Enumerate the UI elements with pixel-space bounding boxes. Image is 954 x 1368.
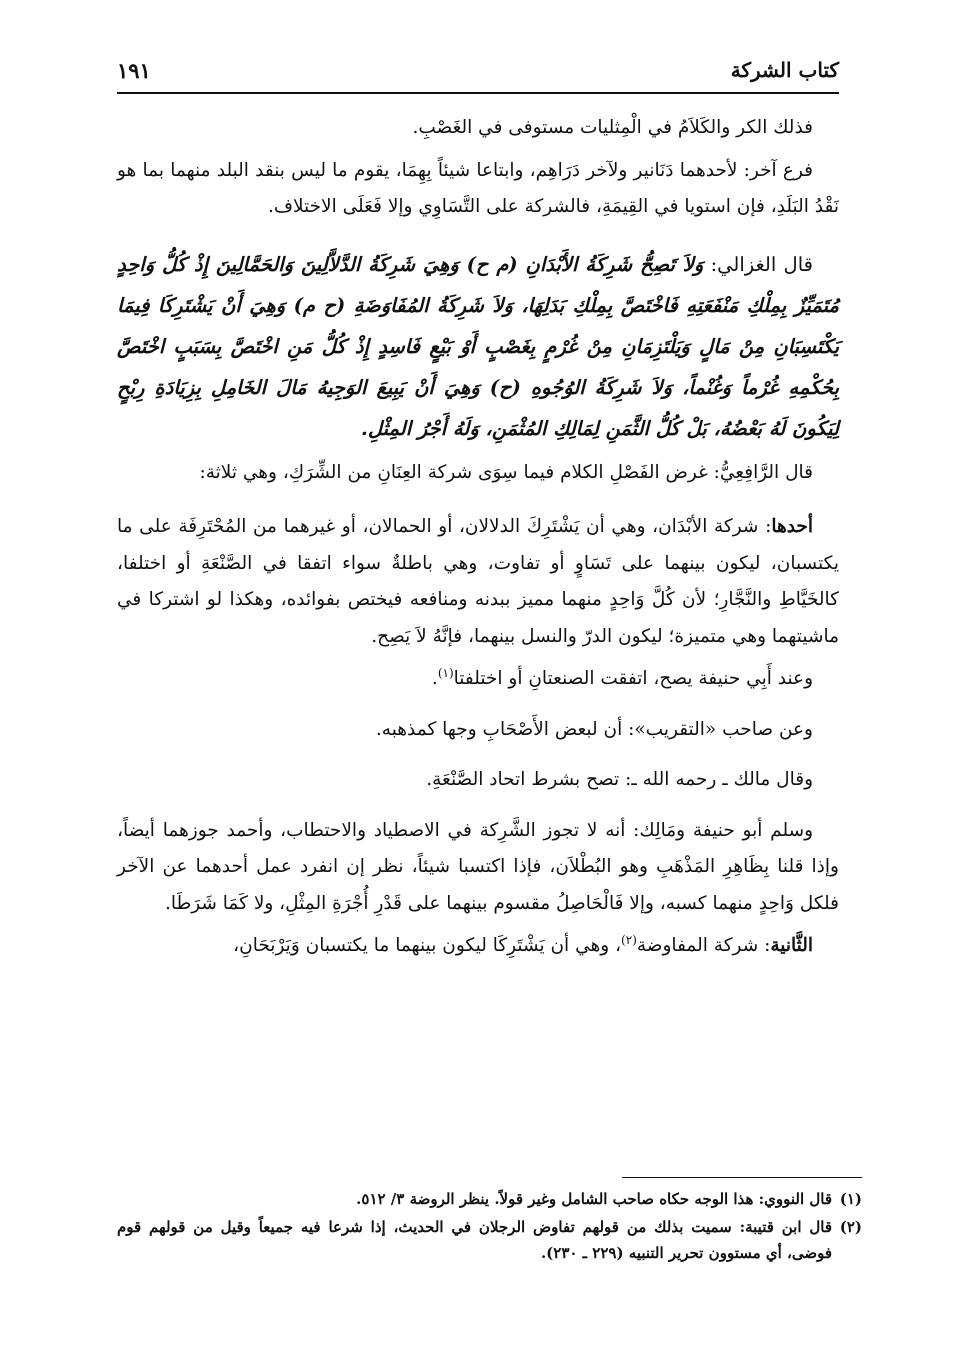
page-header xyxy=(117,52,839,94)
footnote-separator xyxy=(622,1177,862,1178)
footnote-ref-1: (١) xyxy=(437,665,454,680)
taqrib-paragraph: وعن صاحب «التقريب»: أن لبعض الأَصْحَابِ وجها كمذهبه. xyxy=(375,718,813,740)
second-type-paragraph xyxy=(117,928,839,965)
footnote-ref-2: (٢) xyxy=(621,932,637,947)
first-type-paragraph xyxy=(117,509,839,655)
second-type-end: ، وهي أن يَشْتَرِكَا ليكون بينهما ما يكتسبان وَيَرْبَحَانِ، xyxy=(233,935,622,956)
ghazali-intro: قال الغزالي: xyxy=(703,252,813,276)
first-type-text: : شركة الأبْدَان، وهي أن يَشْتَرِكَ الدلالان، أو الحمالان، أو غيرهما من المُحْتَرِفَة على ما يكتسبان، ليكون بينهما على تَسَاوٍ أو تفاوت، وهي باطلةٌ سواء اتفقا في الصَّنْعَةِ أو اختلفا، كالخَيَّاطِ والنَّجَّارِ؛ لأن كُلَّ وَاحِدٍ منهما مميز ببدنه ومنافعه فيختص بفوائده، وهكذا لو اشتركا في ماشيتهما وهي متميزة؛ ليكون الدرّ والنسل بينهما، فإنَّهُ لاَ يَصِح. xyxy=(117,516,839,647)
hunting-paragraph: وسلم أبو حنيفة ومَالِك: أنه لا تجوز الشَّرِكة في الاصطياد والاحتطاب، وأحمد جوزهما أيضاً، وإذا قلنا بِظَاهِرِ المَذْهَبِ وهو البُطْلاَن، فإذا اكتسبا شيئاً، نظر إن انفرد عمل أحدهما عن الآخر فلكل وَاحِدٍ منهما كسبه، وإلا فَالْحَاصِلُ مقسوم بينهما على قَدْرِ أُجْرَةِ المِثْلِ، ولا كَمَا شَرَطَا. xyxy=(117,819,839,914)
footnote-text: قال ابن قتيبة: سميت بذلك من قولهم تفاوض الرجلان في الحديث، إذا شرعا فيه جميعاً وقيل من قولهم قوم فوضى، أي مستوون تحرير التنبيه (٢٢٩ ـ ٢٣٠). xyxy=(117,1218,832,1262)
first-type-lead: أحدها xyxy=(771,516,813,537)
ghazali-quote: وَلاَ تَصِحُّ شَرِكَةُ الأَبْدَانِ (م ح) وَهِيَ شَرِكَةُ الدَّلاَّلِينَ وَالحَمَّالِينَ إِذْ كُلُّ وَاحِدٍ مُتَمَيِّزٌ بِمِلْكِ مَنْفَعَتِهِ فَاخْتَصَّ بِمِلْكِ بَدَلِهَا، وَلاَ شَرِكَةُ المُفَاوَضَةِ (ح م) وَهِيَ أَنْ يَشْتَرِكَا فِيمَا يَكْتَسِبَانِ مِنْ مَالٍ وَيَلْتَزِمَانِ مِنْ غُرْمٍ بِغَصْبٍ أَوْ بَيْعٍ فَاسِدٍ إِذْ كُلُّ مَنِ اخْتَصَّ بِسَبَبٍ اخْتَصَّ بِحُكْمِهِ غُرْماً وَغُنْماً، وَلاَ شَرِكَةُ الوُجُوهِ (ح) وَهِيَ أَنْ يَبِيعَ الوَجِيهُ مَالَ الخَامِلِ بِزِيَادَةِ رِبْحٍ لِيَكُونَ لَهُ بَعْضُهُ، بَلْ كُلُّ الثَّمَنِ لِمَالِكِ المُثْمَنِ، وَلَهُ أَجْرُ المِثْلِ. xyxy=(117,252,839,440)
abu-hanifa-text: وعند أَبِي حنيفة يصح، اتفقت الصنعتانِ أو اختلفتا xyxy=(453,668,813,689)
paragraph-2: فرع آخر: لأحدهما دَنَانير ولآخر دَرَاهِم، وابتاعا شيئاً بِهِمَا، يقوم ما ليس بنقد البلد منهما بما هو نَقْدُ البَلَدِ، فإن استويا في القِيمَةِ، فالشركة على التَّسَاوِي وإلا فَعَلَى الاختلاف. xyxy=(117,159,839,217)
footnote-number: (١) xyxy=(839,1190,862,1208)
paragraph-1: فذلك الكر والكَلاَمُ في الْمِثليات مستوفى في الغَصْبِ. xyxy=(412,117,813,138)
main-text xyxy=(117,110,839,965)
abu-hanifa-paragraph xyxy=(117,661,839,698)
rafii-paragraph: قال الرَّافِعِيُّ: غرض الفَصْلِ الكلام فيما سِوَى شركة العِنَانِ من الشِّرَكِ، وهي ثلاثة: xyxy=(199,461,813,483)
page-number: ١٩١ xyxy=(117,58,151,83)
second-type-text: : شركة المفاوضة xyxy=(636,935,771,956)
ghazali-quote-paragraph xyxy=(117,244,839,449)
footnote-number: (٢) xyxy=(839,1218,862,1236)
malik-paragraph: وقال مالك ـ رحمه الله ـ: تصح بشرط اتحاد الصَّنْعَةِ. xyxy=(426,769,813,790)
footnote-item xyxy=(117,1186,862,1212)
footnotes xyxy=(117,1186,862,1268)
footnote-text: قال النووي: هذا الوجه حكاه صاحب الشامل وغير قولاً. ينظر الروضة ٣/ ٥١٢. xyxy=(356,1190,832,1208)
book-title: كتاب الشركة xyxy=(730,58,839,82)
footnote-item xyxy=(117,1214,862,1266)
abu-hanifa-end: . xyxy=(431,668,438,689)
second-type-lead: الثَّانية xyxy=(770,935,813,956)
